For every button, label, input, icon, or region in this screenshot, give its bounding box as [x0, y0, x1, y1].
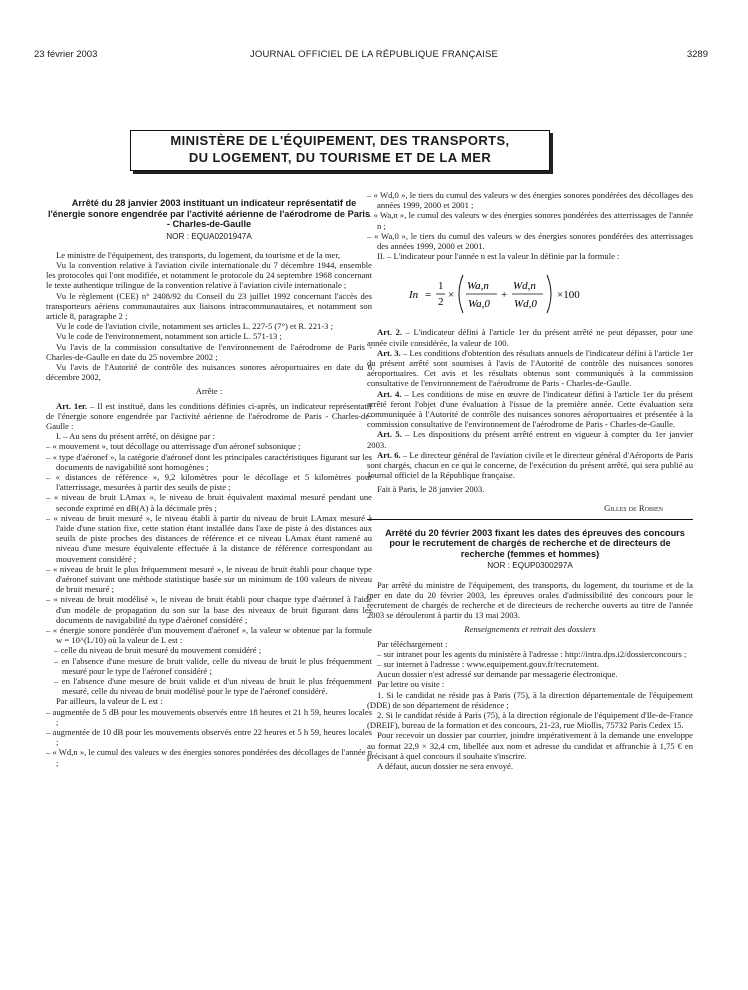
- nor-reference: NOR : EQUA0201947A: [166, 231, 252, 241]
- article-text: – Les conditions de mise en œuvre de l'indicateur défini à l'article 1er du présent arrêté feront l'objet d'une évaluation à l'issue de la première année. Cette évaluation sera communiquée à l'Autorité de contrôle des nuisances sonores aéroportuaires et présentée à la commission consultative de l'environnement de l'aérodrome de Paris - Charles-de-Gaulle.: [367, 388, 694, 430]
- nor-reference-2: NOR : EQUP0300297A: [487, 561, 573, 571]
- term2-numerator: Wd,n: [513, 280, 536, 293]
- formula-lhs: In: [409, 289, 419, 302]
- definition-item: – « Wa,0 », le tiers du cumul des valeurs w des énergies sonores pondérées des atterrissages des années 1999, 2000 et 2001.: [367, 230, 693, 252]
- address-item: 2. Si le candidat réside à Paris (75), à la direction régionale de l'équipement d'Ile-de-France (DREIF), bureau de la formation et des concours, 21-23, rue Miollis, 75732 Paris Cedex 15.: [367, 710, 693, 731]
- sub-definition-item: – celle du niveau de bruit mesuré du mouvement considéré ;: [54, 645, 262, 656]
- adjustment-item: – augmentée de 10 dB pour les mouvements observés entre 22 heures et 5 h 59, heures locales ;: [46, 727, 372, 748]
- visa: Vu le code de l'environnement, notamment son article L. 571-13 ;: [56, 331, 282, 342]
- no-email-note: Aucun dossier n'est adressé sur demande par messagerie électronique.: [377, 669, 618, 680]
- left-column: [46, 198, 372, 768]
- formula-plus: +: [501, 289, 508, 302]
- visa: Vu l'avis de la commission consultative de l'environnement de l'aérodrome de Paris - Charles-de-Gaulle en date du 25 novembre 2002 ;: [46, 341, 372, 362]
- adjustment-item: – augmentée de 5 dB pour les mouvements observés entre 18 heures et 21 h 59, heures locales ;: [46, 706, 372, 727]
- formula-equals: =: [425, 289, 432, 302]
- term2-denominator: Wd,0: [514, 298, 537, 311]
- article-label: Art. 5.: [377, 429, 402, 440]
- definition-item: – « énergie sonore pondérée d'un mouvement d'aéronef », la valeur w obtenue par la formule w = 10^(L/10) où la valeur de L est :: [46, 625, 372, 646]
- article-5: [367, 429, 693, 449]
- signature: Gilles de Robien: [604, 502, 663, 513]
- article-label: Art. 2.: [377, 327, 403, 338]
- section-divider: [367, 519, 693, 520]
- formula-half-den: 2: [438, 296, 444, 309]
- formula-factor: ×100: [557, 289, 580, 302]
- address-item: 1. Si le candidat ne réside pas à Paris (75), à la direction départementale de l'équipement (DDE) de son département de résidence ;: [367, 689, 693, 710]
- definition-item: – « mouvement », tout décollage ou atterrissage d'un aéronef subsonique ;: [46, 441, 301, 452]
- section-2: II. – L'indicateur pour l'année n est la valeur In définie par la formule :: [377, 251, 620, 262]
- article-4: [367, 389, 693, 430]
- article-label: Art. 3.: [377, 347, 401, 358]
- courrier-label: Par lettre ou visite :: [377, 679, 445, 690]
- definition-item: – « type d'aéronef », la catégorie d'aéronef dont les principales caractéristiques figurant sur les documents de navigabilité sont homogènes ;: [46, 451, 372, 472]
- term1-denominator: Wa,0: [468, 298, 490, 311]
- left-paren: [459, 275, 463, 313]
- indicator-formula: [367, 267, 693, 321]
- definition-item: – « Wd,0 », le tiers du cumul des valeurs w des énergies sonores pondérées des décollages des années 1999, 2000 et 2001 ;: [367, 190, 693, 211]
- definition-item: – « niveau de bruit LAmax », le niveau de bruit équivalent maximal mesuré pendant une seconde exprimé en dB(A) à la décimale près ;: [46, 492, 372, 513]
- article-text: – Les dispositions du présent arrêté entrent en vigueur à compter du 1er janvier 2003.: [367, 429, 694, 450]
- formula-times: ×: [448, 289, 455, 302]
- article-text: – L'indicateur défini à l'article 1er du présent arrêté ne peut dépasser, pour une année civile considérée, la valeur de 100.: [367, 327, 693, 348]
- definition-item: – « distances de référence », 9,2 kilomètres pour le décollage et 5 kilomètres pour l'atterrissage, mesurées à partir des seuils de piste ;: [46, 471, 372, 493]
- article-text: – Il est institué, dans les conditions définies ci-après, un indicateur représentatif de l'énergie sonore engendrée par l'activité aérienne de l'aérodrome de Paris - Charles-de-Gaulle :: [46, 400, 373, 431]
- article-2: [367, 327, 693, 347]
- right-paren: [547, 275, 551, 313]
- article-label: Art. 1er.: [56, 400, 88, 411]
- visa: Vu la convention relative à l'aviation civile internationale du 7 décembre 1944, ensemble les protocoles qui l'ont modifiée, et notamment le protocole du 24 septembre 1968 concernant le texte authentique trilingue de la convention relative à l'aviation civile internationale ;: [46, 259, 372, 291]
- article-label: Art. 6.: [377, 449, 401, 460]
- par-ailleurs: Par ailleurs, la valeur de L est :: [56, 696, 163, 707]
- sub-definition-item: – en l'absence d'une mesure de bruit valide, celle du niveau de bruit le plus fréquemment mesuré pour le type de l'aéronef considéré ;: [54, 655, 372, 676]
- arrete-title: Arrêté du 28 janvier 2003 instituant un indicateur représentatif de l'énergie sonore engendrée par l'activité aérienne de l'aérodrome de Paris - Charles-de-Gaulle: [47, 198, 371, 229]
- article-label: Art. 4.: [377, 388, 402, 399]
- arrete-intro: Le ministre de l'équipement, des transports, du logement, du tourisme et de la mer,: [56, 249, 341, 260]
- formula-half-num: 1: [438, 280, 444, 293]
- ministry-heading: [130, 130, 550, 171]
- fait-a-paris: Fait à Paris, le 28 janvier 2003.: [377, 484, 485, 495]
- article-3: [367, 348, 693, 389]
- term1-numerator: Wa,n: [467, 280, 489, 293]
- adjustment-item: – « Wd,n », le cumul des valeurs w des énergies sonores pondérées des décollages de l'année n ;: [46, 747, 372, 768]
- ministry-line-1: MINISTÈRE DE L'ÉQUIPEMENT, DES TRANSPORTS,: [170, 133, 510, 148]
- page-number: 3289: [686, 49, 708, 60]
- arrete-word: Arrête :: [195, 386, 223, 397]
- visa: Vu le code de l'aviation civile, notamment ses articles L. 227-5 (7°) et R. 221-3 ;: [56, 321, 334, 332]
- section-1: I. – Au sens du présent arrêté, on désigne par :: [56, 431, 215, 442]
- visa: Vu le règlement (CEE) n° 2408/92 du Conseil du 23 juillet 1992 concernant l'accès des transporteurs aériens communautaires aux liaisons intracommunautaires, et notamment son article 8, paragraphe 2 ;: [46, 290, 372, 321]
- visa: Vu l'avis de l'Autorité de contrôle des nuisances sonores aéroportuaires en date du 6 décembre 2002,: [46, 361, 372, 383]
- definition-item: – « niveau de bruit modélisé », le niveau de bruit établi pour chaque type d'aéronef à l'aide d'un modèle de propagation du son sur la base des niveaux de bruit figurant dans les documents de navigabilité du type d'aéronef considéré ;: [46, 594, 372, 625]
- arrete2-title: Arrêté du 20 février 2003 fixant les dates des épreuves des concours pour le recrutement de chargés de recherche et de directeurs de recherche (femmes et hommes): [385, 527, 685, 559]
- article-text: – Le directeur général de l'aviation civile et le directeur général d'Aéroports de Paris sont chargés, chacun en ce qui le concerne, de l'exécution du présent arrêté, qui sera publié au Journal officiel de la République française.: [367, 449, 693, 481]
- article-1: [46, 401, 372, 432]
- telechargement-label: Par téléchargement :: [377, 638, 448, 649]
- sub-definition-item: – en l'absence d'une mesure de bruit valide et d'un niveau de bruit le plus fréquemment mesuré, celle du niveau de bruit modélisé pour le type de l'aéronef considéré.: [54, 676, 372, 697]
- definition-item: – « niveau de bruit mesuré », le niveau établi à partir du niveau de bruit LAmax mesuré à l'aide d'une station fixe, cette station étant installée dans l'axe de piste à des distances aux seuils de piste proches des distances de référence et ce niveau LAmax étant ramené au niveau d'une mesure équivalente effectuée à la distance de référence correspondant au mouvement considéré ;: [46, 512, 372, 564]
- telechargement-item: – sur intranet pour les agents du ministère à l'adresse : http://intra.dps.i2/dossierconcours ;: [377, 648, 687, 659]
- defaut-note: A défaut, aucun dossier ne sera envoyé.: [377, 761, 514, 772]
- envoi-instructions: Pour recevoir un dossier par courrier, joindre impérativement à la demande une enveloppe au format 22,9 × 32,4 cm, libellée aux nom et adresse du candidat et affranchie à 1,75 € en précisant à quel concours il souhaite s'inscrire.: [367, 730, 693, 761]
- article-6: [367, 450, 693, 481]
- definition-item: – « niveau de bruit le plus fréquemment mesuré », le niveau de bruit établi pour chaque type d'aéronef suivant une méthode statistique basée sur un minimum de 100 valeurs de niveau de bruit mesuré ;: [46, 563, 372, 595]
- arrete2-body: Par arrêté du ministre de l'équipement, des transports, du logement, du tourisme et de la mer en date du 20 février 2003, les épreuves orales d'admissibilité des concours pour le recrutement de chargés de recherche et de directeurs de recherche ouverts au titre de l'année 2003 se dérouleront à partir du 13 mai 2003.: [367, 579, 693, 621]
- definition-item: – « Wa,n », le cumul des valeurs w des énergies sonores pondérées des atterrissages de l'année n ;: [367, 210, 693, 231]
- telechargement-item: – sur internet à l'adresse : www.equipement.gouv.fr/recrutement.: [377, 659, 599, 669]
- right-column: [367, 190, 693, 771]
- article-text: – Les conditions d'obtention des résultats annuels de l'indicateur défini à l'article 1er du présent arrêté sont soumises à l'avis de l'Autorité de contrôle des nuisances sonores aéroportuaires. Cet avis et les résultats obtenus sont communiqués à la commission consultative de l'environnement de l'aérodrome de Paris - Charles-de-Gaulle.: [367, 347, 694, 389]
- arrete2-subheading: Renseignements et retrait des dossiers: [464, 624, 596, 635]
- header-date: 23 février 2003: [34, 49, 98, 60]
- ministry-line-2: DU LOGEMENT, DU TOURISME ET DE LA MER: [188, 150, 492, 165]
- journal-title: JOURNAL OFFICIEL DE LA RÉPUBLIQUE FRANÇAISE: [249, 49, 499, 60]
